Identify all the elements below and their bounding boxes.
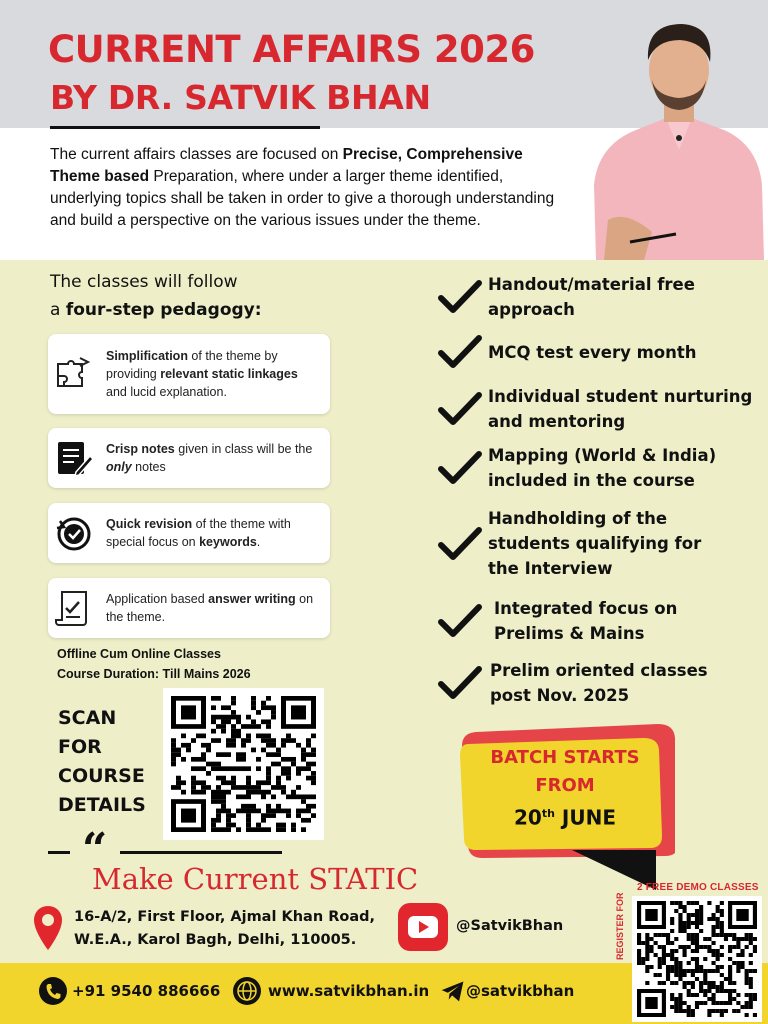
benefit-line: students qualifying for xyxy=(488,534,702,553)
benefit-item xyxy=(438,506,701,581)
batch-line: FROM xyxy=(535,775,595,796)
benefit-item xyxy=(438,443,716,493)
location-pin-icon xyxy=(33,904,63,952)
benefit-text xyxy=(490,658,708,708)
benefit-line: Integrated focus on xyxy=(494,599,678,618)
answer-writing-icon xyxy=(54,588,94,628)
presenter-photo xyxy=(586,10,768,260)
benefit-line: Individual student nurturing xyxy=(488,387,753,406)
benefit-item xyxy=(438,272,695,322)
youtube-icon[interactable] xyxy=(398,903,448,951)
checkmark-icon xyxy=(438,391,482,427)
benefit-line: Handholding of the xyxy=(488,509,668,528)
course-info xyxy=(57,644,251,684)
benefit-text xyxy=(488,340,697,365)
scan-line: FOR xyxy=(58,736,102,758)
benefit-text xyxy=(488,506,701,581)
telegram-icon xyxy=(440,976,466,1006)
benefit-text xyxy=(488,272,695,322)
batch-day: 20 xyxy=(514,805,542,830)
scan-line: DETAILS xyxy=(58,794,146,816)
step-card-notes xyxy=(48,428,330,488)
pedagogy-heading xyxy=(50,300,262,320)
qr-code-pattern xyxy=(637,901,757,1017)
step-text: Quick revision of the theme with special focus on keywords. xyxy=(106,517,291,549)
register-for-text: REGISTER FOR xyxy=(615,892,625,960)
benefit-line: Prelim oriented classes xyxy=(490,661,708,680)
youtube-play-glyph xyxy=(398,903,448,951)
phone-icon xyxy=(38,976,68,1006)
checkmark-icon xyxy=(438,450,482,486)
course-qr-code[interactable] xyxy=(163,688,324,840)
demo-registration-qr-code[interactable] xyxy=(632,896,762,1022)
pedagogy-heading-prefix: a xyxy=(50,300,66,320)
address-line: W.E.A., Karol Bagh, Delhi, 110005. xyxy=(74,932,357,948)
scan-line: SCAN xyxy=(58,707,117,729)
puzzle-icon xyxy=(54,354,94,394)
pedagogy-intro: The classes will follow xyxy=(50,272,238,292)
pedagogy-heading-bold: four-step pedagogy: xyxy=(65,300,262,320)
address-line: 16-A/2, First Floor, Ajmal Khan Road, xyxy=(74,909,375,925)
free-demo-label: 2 FREE DEMO CLASSES xyxy=(637,882,759,893)
checkmark-icon xyxy=(438,279,482,315)
register-for-label xyxy=(610,888,628,962)
checkmark-icon xyxy=(438,526,482,562)
revision-icon xyxy=(54,513,94,553)
benefit-line: MCQ test every month xyxy=(488,342,697,362)
benefit-line: the Interview xyxy=(488,559,613,578)
tagline: Make Current STATIC xyxy=(92,862,419,896)
benefit-line: approach xyxy=(488,300,575,319)
benefit-line: included in the course xyxy=(488,471,695,490)
checkmark-icon xyxy=(438,665,482,701)
intro-paragraph xyxy=(50,144,560,232)
quote-divider xyxy=(48,851,70,854)
quote-divider xyxy=(120,851,282,854)
intro-text-end: Preparation, where under a larger theme identified, underlying topics shall be taken in order to give a thorough understanding and build a perspective on the various issues under the theme. xyxy=(50,168,555,229)
benefit-line: Prelims & Mains xyxy=(494,624,645,643)
globe-icon xyxy=(232,976,262,1006)
benefit-line: and mentoring xyxy=(488,412,626,431)
scan-line: COURSE xyxy=(58,765,145,787)
benefit-line: Handout/material free xyxy=(488,275,695,294)
youtube-handle[interactable]: @SatvikBhan xyxy=(456,918,564,934)
batch-date xyxy=(470,800,660,832)
website-link[interactable] xyxy=(232,976,429,1006)
page-subtitle: BY DR. SATVIK BHAN xyxy=(50,78,431,117)
intro-bold-text: Precise, Comprehensive Theme based xyxy=(50,146,523,185)
course-duration: Course Duration: Till Mains 2026 xyxy=(57,667,251,681)
step-text: Simplification of the theme by providing relevant static linkages and lucid explanation. xyxy=(106,349,298,399)
step-card-revision xyxy=(48,503,330,563)
notes-icon xyxy=(54,438,94,478)
batch-month: JUNE xyxy=(554,805,616,830)
scan-label xyxy=(58,704,146,820)
step-text: Crisp notes given in class will be the only notes xyxy=(106,442,313,474)
benefit-item xyxy=(438,334,697,370)
checkmark-icon xyxy=(438,334,482,370)
step-card-answer-writing xyxy=(48,578,330,638)
benefit-item xyxy=(438,658,708,708)
qr-code-pattern xyxy=(171,696,316,832)
course-mode: Offline Cum Online Classes xyxy=(57,647,221,661)
page-title: CURRENT AFFAIRS 2026 xyxy=(48,28,535,71)
benefit-line: post Nov. 2025 xyxy=(490,686,630,705)
benefit-item xyxy=(438,596,677,646)
address-block xyxy=(74,906,375,952)
benefit-text xyxy=(494,596,677,646)
batch-line: BATCH STARTS xyxy=(490,747,640,768)
step-card-simplification xyxy=(48,334,330,414)
phone-number: +91 9540 886666 xyxy=(72,982,221,1000)
phone-contact[interactable] xyxy=(38,976,220,1006)
telegram-handle: @satvikbhan xyxy=(466,982,575,1000)
telegram-link[interactable] xyxy=(440,976,574,1006)
checkmark-icon xyxy=(438,603,482,639)
benefit-text xyxy=(488,384,752,434)
batch-start-text xyxy=(470,744,660,832)
intro-text: The current affairs classes are focused on xyxy=(50,146,343,163)
step-text: Application based answer writing on the theme. xyxy=(106,592,314,624)
benefit-text xyxy=(488,443,716,493)
website-url: www.satvikbhan.in xyxy=(268,982,430,1000)
title-divider xyxy=(50,126,320,129)
benefit-item xyxy=(438,384,752,434)
batch-day-suffix: th xyxy=(541,807,555,820)
quote-icon: “ xyxy=(82,824,108,875)
benefit-line: Mapping (World & India) xyxy=(488,446,717,465)
